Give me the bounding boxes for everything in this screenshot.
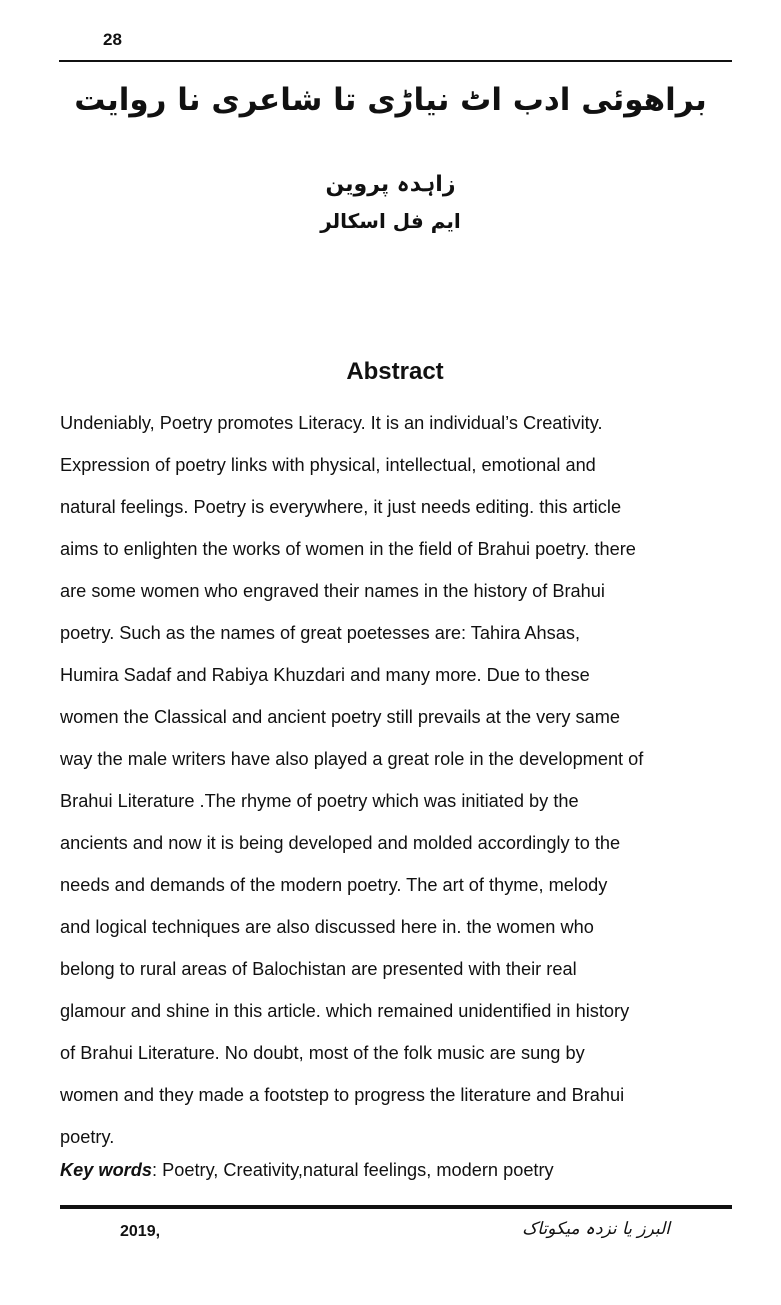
page-number: 28 xyxy=(103,30,122,49)
keywords-label: Key words xyxy=(60,1160,152,1180)
footer-rule xyxy=(60,1205,732,1209)
footer-year: 2019, xyxy=(120,1223,161,1240)
keywords-text: Poetry, Creativity,natural feelings, modern poetry xyxy=(162,1160,554,1180)
abstract-line: glamour and shine in this article. which remained unidentified in history xyxy=(60,1001,630,1021)
abstract-line: and logical techniques are also discussed here in. the women who xyxy=(60,917,594,937)
abstract-line: way the male writers have also played a great role in the development of xyxy=(60,749,644,769)
author-designation-urdu: ایم فل اسکالر xyxy=(320,209,461,233)
author-name-urdu: زاہدہ پروین xyxy=(325,172,456,197)
article-title-urdu: براھوئی ادب اٹ نیاڑی تا شاعری نا روایت xyxy=(74,82,707,118)
abstract-line: are some women who engraved their names in the history of Brahui xyxy=(60,581,605,601)
abstract-line: needs and demands of the modern poetry. The art of thyme, melody xyxy=(60,875,608,895)
abstract-line: natural feelings. Poetry is everywhere, it just needs editing. this article xyxy=(60,497,622,517)
abstract-line: Humira Sadaf and Rabiya Khuzdari and many more. Due to these xyxy=(60,665,590,685)
footer-journal-name-urdu: البرز یا نزدہ میکوتاک xyxy=(522,1219,670,1239)
abstract-line: poetry. Such as the names of great poetesses are: Tahira Ahsas, xyxy=(60,623,580,643)
abstract-line: women the Classical and ancient poetry still prevails at the very same xyxy=(60,707,621,727)
abstract-line: women and they made a footstep to progress the literature and Brahui xyxy=(60,1085,625,1105)
abstract-line: of Brahui Literature. No doubt, most of the folk music are sung by xyxy=(60,1043,585,1063)
abstract-line: Undeniably, Poetry promotes Literacy. It is an individual’s Creativity. xyxy=(60,413,603,433)
keywords-separator: : xyxy=(151,1160,163,1180)
keywords xyxy=(60,1160,732,1181)
abstract-line: ancients and now it is being developed and molded accordingly to the xyxy=(60,833,621,853)
abstract-body xyxy=(60,402,732,1158)
abstract-line: Expression of poetry links with physical, intellectual, emotional and xyxy=(60,455,596,475)
abstract-line: aims to enlighten the works of women in the field of Brahui poetry. there xyxy=(60,539,636,559)
header-rule xyxy=(59,60,732,62)
abstract-heading: Abstract xyxy=(346,358,444,385)
abstract-line: poetry. xyxy=(60,1127,115,1147)
abstract-line: Brahui Literature .The rhyme of poetry which was initiated by the xyxy=(60,791,579,811)
abstract-line: belong to rural areas of Balochistan are presented with their real xyxy=(60,959,577,979)
